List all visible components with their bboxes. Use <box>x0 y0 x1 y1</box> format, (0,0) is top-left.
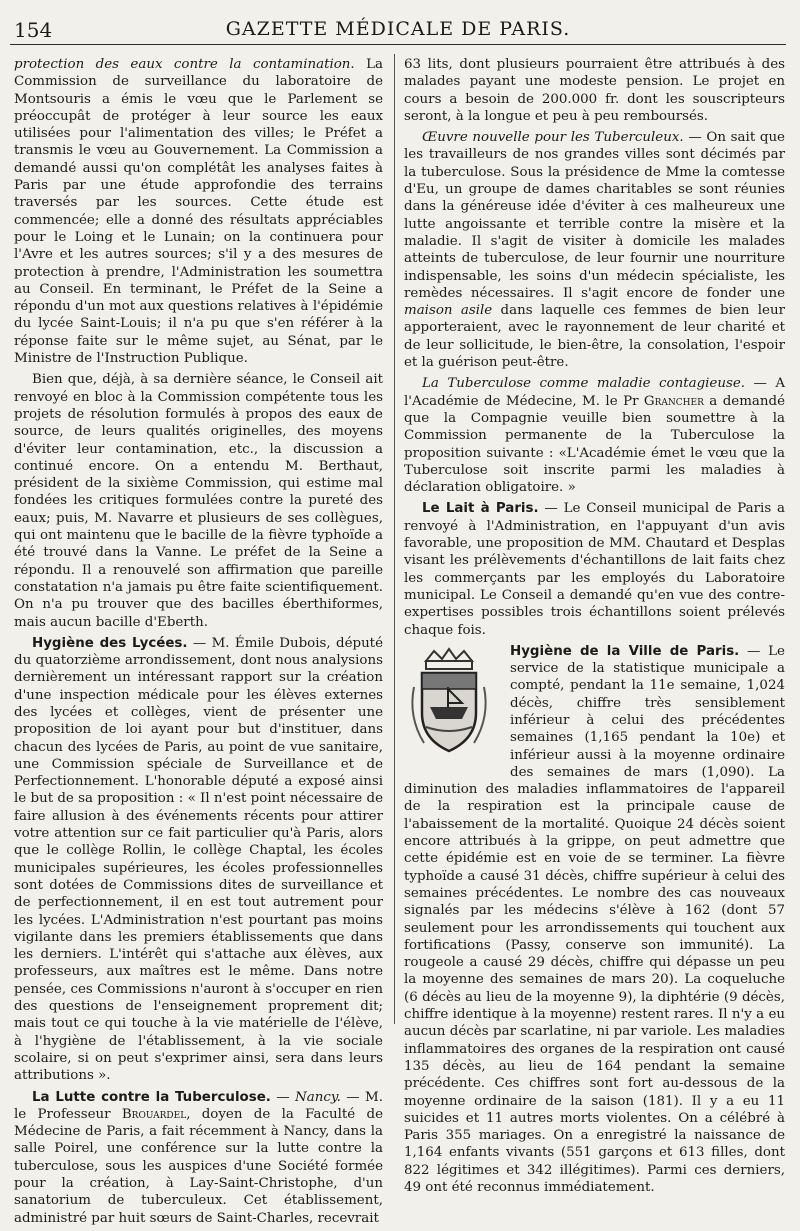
paragraph-text: — M. Émile Dubois, député du quatorzième arrondissement, dont nous analysions dernièrement un intéressant rapport sur la création d'une inspection médicale pour les élèves externes des lycées et collèges, vient de présenter une proposition de loi ayant pour but d'instituer, dans chacun des lycées de Paris, au point de vue sanitaire, une Commission spéciale de Surveillance et de Perfectionnement. L'honorable député a exposé ainsi le but de sa proposition : « Il n'est point nécessaire de faire allusion à des événements récents pour attirer votre attention sur ce fait particulier qu'à Paris, alors que le collège Rollin, le collège Chaptal, les écoles municipales supérieures, les écoles professionnelles sont dotées de Commissions dites de surveillance et de perfectionnement, il en est tout autrement pour les lycées. L'Administration n'est pourtant pas moins vigilante dans les premiers établissements que dans les derniers. L'intérêt qui s'attache aux élèves, aux professeurs, aux maîtres est le même. Dans notre pensée, ces Commissions n'auront à s'occuper en rien des questions de l'enseignement proprement dit; mais tout ce qui touche à la vie matérielle de l'élève, à l'hygiène de l'établissement, à la vie sociale scolaire, si on peut s'exprimer ainsi, sera dans leurs attributions ». <box>14 635 383 1084</box>
person-name: Grancher <box>643 393 704 409</box>
italic-lead: La Tuberculose comme maladie contagieuse. <box>422 376 746 392</box>
paragraph-text: — Le Conseil municipal de Paris a renvoyé à l'Administration, en l'appuyant d'un avis favorable, une proposition de MM. Chautard et Desplas visant les prélèvements d'échantillons de lait faits chez les commerçants par les employés du Laboratoire municipal. Le Conseil a demandé qu'en vue des contre-expertises possibles trois échantillons soient prélevés chaque fois. <box>404 501 786 638</box>
italic-lead: Œuvre nouvelle pour les Tuberculeux. <box>422 130 684 146</box>
paragraph: La Lutte contre la Tuberculose. — Nancy. — M. le Professeur Brouardel, doyen de la Faculté de Médecine de Paris, a fait récemment à Nancy, dans la salle Poirel, une conférence sur la lutte contre la tuberculose, sous les auspices d'une Société formée pour la création, à Lay-Saint-Christophe, d'un sanatorium de tuberculeux. Cet établissement, administré par huit sœurs de Saint-Charles, recevrait <box>14 1089 383 1226</box>
section-heading: Hygiène de la Ville de Paris. <box>510 643 740 659</box>
paragraph-text: , doyen de la Faculté de Médecine de Paris, a fait récemment à Nancy, dans la salle Poirel, une conférence sur la lutte contre la tuberculose, sous les auspices d'une Société formée pour la création, à Lay-Saint-Christophe, d'un sanatorium de tuberculeux. Cet établissement, administré par huit sœurs de Saint-Charles, recevrait <box>14 1106 383 1226</box>
paragraph-text: — A l'Académie de Médecine, M. le Pr <box>404 376 786 409</box>
italic-term: maison asile <box>404 303 493 319</box>
paragraph <box>404 129 785 371</box>
right-column <box>404 56 785 1200</box>
section-heading: Hygiène des Lycées. <box>32 635 188 651</box>
section-heading: La Lutte contre la Tuberculose. <box>32 1089 271 1105</box>
paragraph <box>14 635 383 1085</box>
left-column <box>14 56 383 1231</box>
column-divider <box>394 54 395 1024</box>
person-name: Brouardel <box>121 1106 187 1122</box>
page-number: 154 <box>14 18 53 42</box>
paragraph: 63 lits, dont plusieurs pourraient être attribués à des malades payant une modeste pension. Le projet en cours a besoin de 200.000 fr. dont les souscripteurs seront, à la longue et peu à peu remboursés. <box>404 57 785 124</box>
paragraph: Bien que, déjà, à sa dernière séance, le Conseil ait renvoyé en bloc à la Commission compétente tous les projets de résolution formulés à propos des eaux de source, de leurs qualités originelles, des moyens d'éviter leur contamination, etc., la discussion a continué encore. On a entendu M. Berthaut, président de la sixième Commission, qui estime mal fondées les critiques formulées contre la pureté des eaux; puis, M. Navarre et plusieurs de ses collègues, qui ont maintenu que le bacille de la fièvre typhoïde a été trouvé dans la Vanne. Le préfet de la Seine a répondu. Il a renouvelé son affirmation que pareille constatation n'a jamais pu être faite scientifiquement. On n'a pu trouver que des bacilles éberthiformes, mais aucun bacille d'Eberth. <box>14 372 383 630</box>
paragraph <box>404 375 785 496</box>
paragraph-text: dans laquelle ces femmes de bien leur apporteraient, avec le rayonnement de leur charité et de leur sollicitude, le bien-être, la consolation, l'espoir et la guérison peut-être. <box>404 303 785 371</box>
place-name: Nancy. <box>295 1089 341 1105</box>
journal-title: GAZETTE MÉDICALE DE PARIS. <box>225 18 571 40</box>
paragraph <box>404 500 785 638</box>
paragraph-text: La Commission de surveillance du laboratoire de Montsouris a émis le vœu que le Parlement se préoccupât de protéger à leur source les eaux utilisées pour l'alimentation des villes; le Préfet a transmis le vœu au Gouvernement. La Commission a demandé aussi qu'on complétât les analyses faites à Paris par une étude approfondie des terrains traversés par les sources. Cette étude est commencée; elle a donné des résultats appréciables pour le Loing et le Lunain; on la continuera pour l'Avre et les autres sources; s'il y a des mesures de protection à prendre, l'Administration les soumettra au Conseil. En terminant, le Préfet de la Seine a répondu d'un mot aux questions relatives à l'épidémie du lycée Saint-Louis; il n'a pu que s'en référer à la réponse faite sur le même sujet, au Sénat, par le Ministre de l'Instruction Publique. <box>14 57 383 367</box>
section-heading: Le Lait à Paris. <box>422 501 539 517</box>
paragraph-text: a demandé que la Compagnie veuille bien soumettre à la Commission permanente de la Tuberculose la proposition suivante : «L'Académie émet le vœu que la Tuberculose soit inscrite parmi les maladies à déclaration obligatoire. » <box>404 393 786 496</box>
paragraph-text: — M. le Professeur <box>14 1089 383 1122</box>
paragraph <box>14 56 383 367</box>
paragraph-text: — Le service de la statistique municipale a compté, pendant la 11e semaine, 1,024 décès, chiffre très sensiblement inférieur à celui des précédentes semaines (1,165 pendant la 10e) et inférieur aussi à la moyenne ordinaire des semaines de mars (1,090). La diminution des maladies inflammatoires de l'appareil de la respiration est la principale cause de l'abaissement de la mortalité. Quoique 24 décès soient encore attribués à la grippe, on peut admettre que cette épidémie est en voie de se terminer. La fièvre typhoïde a causé 31 décès, chiffre supérieur à celui des semaines précédentes. Le nombre des cas nouveaux signalés par les médecins s'élève à 162 (dont 57 seulement pour les arrondissements qui touchent aux fortifications (Passy, conserve son immunité). La rougeole a causé 29 décès, chiffre qui dépasse un peu la moyenne des semaines de mars 20). La coqueluche (6 décès au lieu de la moyenne 9), la diphtérie (9 décès, chiffre identique à la moyenne) restent rares. Il n'y a eu aucun décès par scarlatine, ni par variole. Les maladies inflammatoires des organes de la respiration ont causé 135 décès, au lieu de 164 pendant la semaine précédente. Ces chiffres sont fort au-dessous de la moyenne ordinaire de la saison (181). Il y a eu 11 suicides et 11 autres morts violentes. On a célébré à Paris 355 mariages. On a enregistré la naissance de 1,164 enfants vivants (551 garçons et 613 filles, dont 822 légitimes et 342 illégitimes). Parmi ces derniers, 49 ont été reconnus immédiatement. <box>404 643 785 1195</box>
paragraph-text: — On sait que les travailleurs de nos grandes villes sont décimés par la tuberculose. Sous la présidence de Mme la comtesse d'Eu, un groupe de dames charitables se sont réunies dans la généreuse idée d'éviter à ces malheureux une lutte angoissante et terrible contre la misère et la maladie. Il s'agit de visiter à domicile les malades atteints de tuberculose, de leur fournir une nourriture indispensable, les soins d'un médecin spécialiste, les remèdes nécessaires. Il s'agit encore de fonder une <box>404 130 785 301</box>
italic-lead: protection des eaux contre la contamination. <box>14 57 355 72</box>
page-header <box>10 16 786 45</box>
paris-coat-of-arms-icon <box>404 647 500 765</box>
crest-icon <box>404 647 494 759</box>
